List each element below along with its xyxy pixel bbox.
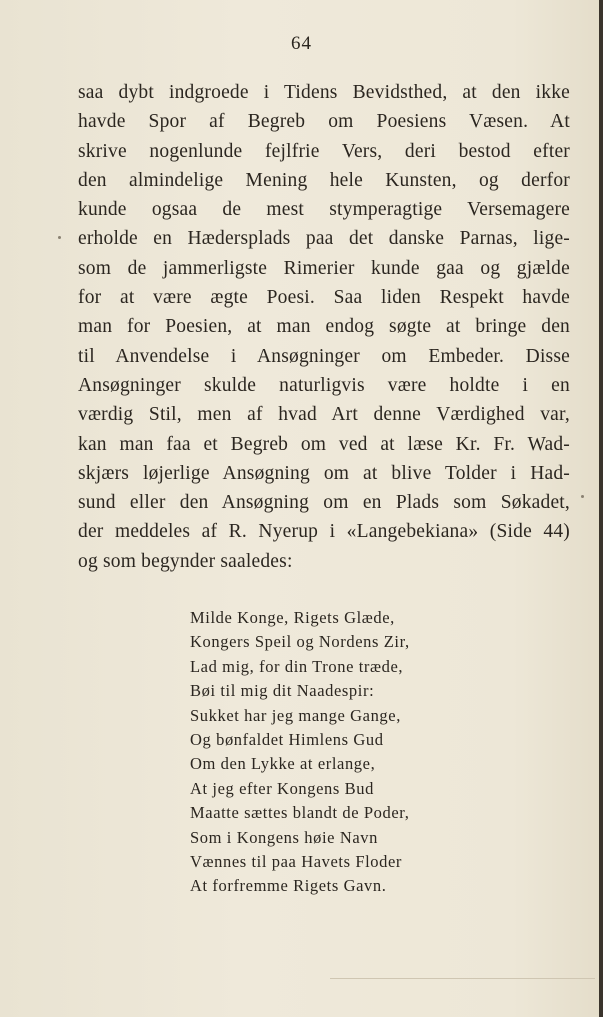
poem-line: Vænnes til paa Havets Floder [190, 851, 403, 871]
poem-line: At jeg efter Kongens Bud [190, 778, 374, 798]
poem-verse [190, 606, 410, 899]
page-number: 64 [291, 33, 312, 54]
page-crease [330, 978, 595, 979]
prose-line: skjærs løjerlige Ansøgning om at blive Tolder i Had- [78, 462, 570, 484]
prose-line: som de jammerligste Rimerier kunde gaa og gjælde [78, 257, 570, 279]
poem-line: Bøi til mig dit Naadespir: [190, 681, 375, 701]
prose-line: til Anvendelse i Ansøgninger om Embeder. Disse [78, 345, 570, 367]
prose-line: for at være ægte Poesi. Saa liden Respekt havde [78, 287, 570, 309]
prose-line: kan man faa et Begreb om ved at læse Kr. Fr. Wad- [78, 433, 570, 455]
poem-line: Om den Lykke at erlange, [190, 754, 376, 774]
poem-line: At forfremme Rigets Gavn. [190, 876, 387, 896]
poem-line: Lad mig, for din Trone træde, [190, 656, 404, 676]
poem-line: Kongers Speil og Nordens Zir, [190, 632, 410, 652]
poem-line: Maatte sættes blandt de Poder, [190, 803, 410, 823]
prose-line: værdig Stil, men af hvad Art denne Værdighed var, [78, 404, 570, 426]
prose-line: kunde ogsaa de mest stymperagtige Versemagere [78, 199, 570, 221]
prose-line: Ansøgninger skulde naturligvis være holdte i en [78, 374, 570, 396]
page-edge-shadow [599, 0, 603, 1017]
prose-line: den almindelige Mening hele Kunsten, og derfor [78, 169, 570, 191]
prose-line: og som begynder saaledes: [78, 550, 293, 572]
margin-speck [581, 495, 584, 498]
margin-speck [58, 236, 61, 239]
poem-line: Sukket har jeg mange Gange, [190, 705, 401, 725]
prose-line: sund eller den Ansøgning om en Plads som Søkadet, [78, 492, 570, 514]
prose-line: skrive nogenlunde fejlfrie Vers, deri bestod efter [78, 140, 570, 162]
prose-line: der meddeles af R. Nyerup i «Langebekiana» (Side 44) [78, 521, 570, 543]
prose-paragraph [78, 78, 570, 576]
poem-line: Milde Konge, Rigets Glæde, [190, 608, 395, 627]
poem-line: Som i Kongens høie Navn [190, 827, 378, 847]
prose-line: saa dybt indgroede i Tidens Bevidsthed, at den ikke [78, 82, 570, 103]
prose-line: man for Poesien, at man endog søgte at bringe den [78, 316, 570, 338]
prose-line: erholde en Hædersplads paa det danske Parnas, lige- [78, 228, 570, 250]
prose-line: havde Spor af Begreb om Poesiens Væsen. At [78, 111, 570, 133]
poem-line: Og bønfaldet Himlens Gud [190, 729, 384, 749]
